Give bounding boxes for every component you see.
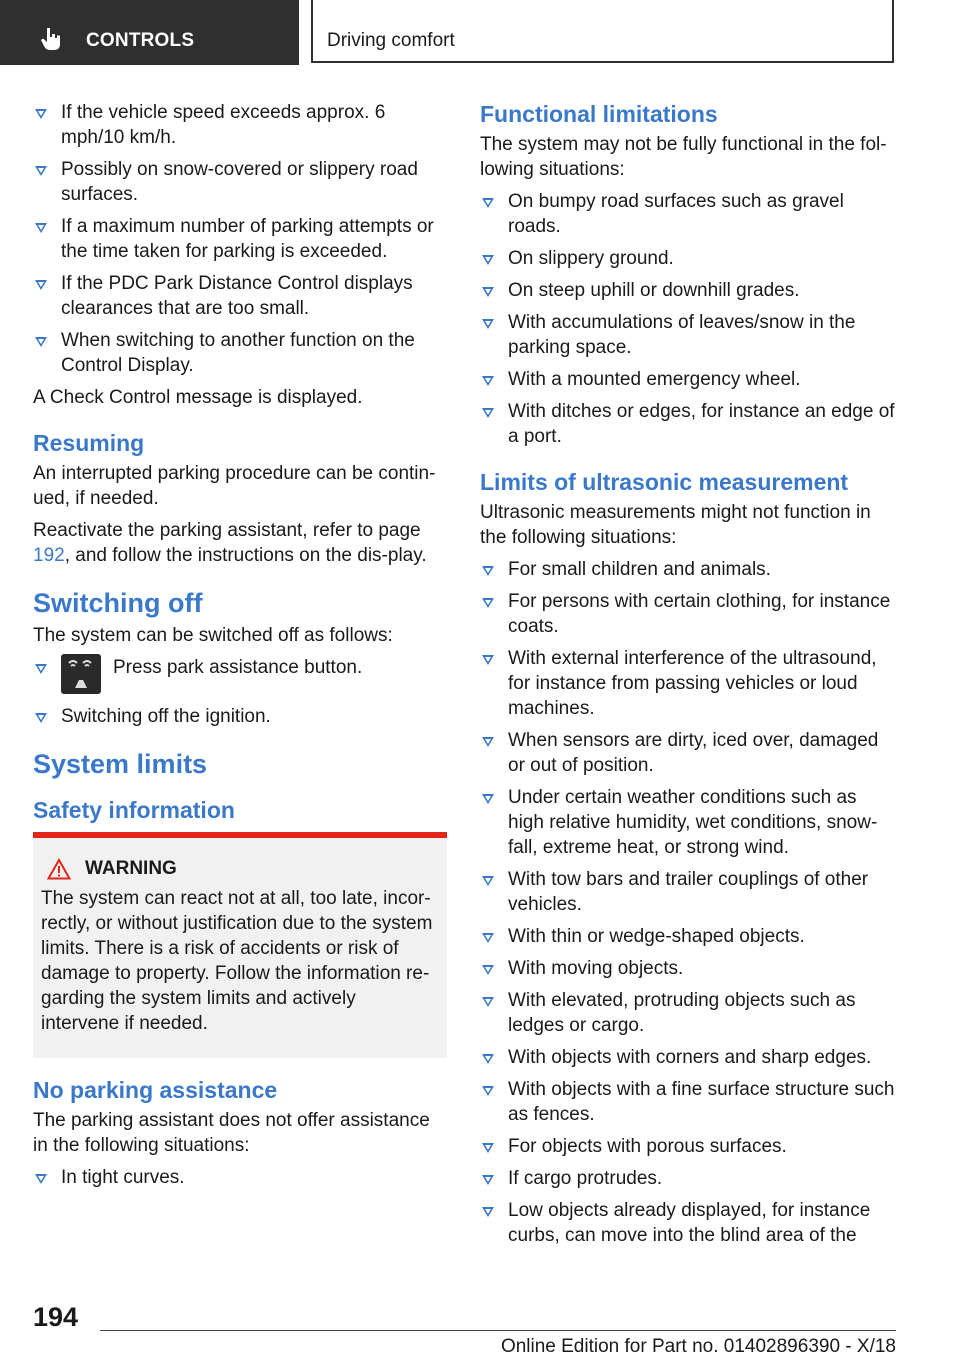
list-item: With thin or wedge-shaped objects. [480,924,896,949]
list-item: With accumulations of leaves/snow in the parking space. [480,310,896,360]
left-column [33,100,447,1197]
functional-list [480,189,896,449]
list-item: With a mounted emergency wheel. [480,367,896,392]
no-parking-heading: No parking assistance [33,1077,278,1103]
list-item: If a maximum number of parking attempts or the time taken for parking is exceeded. [33,214,447,264]
bullet-triangle-icon [482,1086,494,1096]
list-item: For small children and animals. [480,557,896,582]
bullet-triangle-icon [482,965,494,975]
no-parking-list [33,1165,447,1190]
list-item: Switching off the ignition. [33,704,447,729]
list-item: When switching to another function on the Control Display. [33,328,447,378]
list-item: Possibly on snow-covered or slippery road surfaces. [33,157,447,207]
bullet-triangle-icon [35,166,47,176]
cancel-conditions-list [33,100,447,378]
functional-intro: The system may not be fully functional in the fol‐lowing situations: [480,134,887,180]
list-item: If the PDC Park Distance Control displays clearances that are too small. [33,271,447,321]
list-item: Press park assistance button. [33,655,447,694]
bullet-triangle-icon [482,566,494,576]
bullet-triangle-icon [35,713,47,723]
bullet-triangle-icon [482,1175,494,1185]
edition-text: Online Edition for Part no. 01402896390 - X/18 [500,1336,896,1357]
bullet-triangle-icon [482,655,494,665]
bullet-triangle-icon [35,109,47,119]
list-item: In tight curves. [33,1165,447,1190]
bullet-triangle-icon [35,223,47,233]
bullet-triangle-icon [482,1207,494,1217]
bullet-triangle-icon [482,1143,494,1153]
functional-limitations-heading: Functional limitations [480,101,718,127]
warning-box [33,832,447,1058]
bullet-triangle-icon [482,997,494,1007]
bullet-triangle-icon [482,876,494,886]
list-item: With objects with a fine surface structure such as fences. [480,1077,896,1127]
check-control-text: A Check Control message is displayed. [33,387,363,408]
list-item: Low objects already displayed, for instance curbs, can move into the blind area of the [480,1198,896,1248]
chapter-title: Driving comfort [327,30,455,51]
list-item: With external interference of the ultrasound, for instance from passing vehicles or loud machines. [480,646,896,721]
bullet-triangle-icon [482,1054,494,1064]
warning-triangle-icon [47,858,71,880]
list-item: For persons with certain clothing, for instance coats. [480,589,896,639]
hand-pointer-icon [38,26,64,52]
list-item: On bumpy road surfaces such as gravel roads. [480,189,896,239]
list-item: When sensors are dirty, iced over, damaged or out of position. [480,728,896,778]
no-parking-text: The parking assistant does not offer assistance in the following situations: [33,1110,430,1156]
list-item: With objects with corners and sharp edges. [480,1045,896,1070]
ultrasonic-intro: Ultrasonic measurements might not function in the following situations: [480,502,871,548]
bullet-triangle-icon [35,664,47,674]
switching-off-heading: Switching off [33,588,203,618]
switching-off-list [33,655,447,729]
list-item: For objects with porous surfaces. [480,1134,896,1159]
bullet-triangle-icon [482,255,494,265]
park-assistance-button-icon [61,654,101,694]
switching-off-intro: The system can be switched off as follows: [33,625,393,646]
list-item: With ditches or edges, for instance an edge of a port. [480,399,896,449]
section-title: CONTROLS [86,30,195,51]
right-column [480,100,896,1255]
bullet-triangle-icon [35,1174,47,1184]
reactivate-text: Reactivate the parking assistant, refer to page 192, and follow the instructions on the dis‐play. [33,520,427,566]
page-number: 194 [33,1302,79,1332]
list-item: On steep uphill or downhill grades. [480,278,896,303]
footer-divider [100,1330,896,1331]
list-item: On slippery ground. [480,246,896,271]
resuming-heading: Resuming [33,430,145,456]
list-item: With elevated, protruding objects such as ledges or cargo. [480,988,896,1038]
resuming-text: An interrupted parking procedure can be contin‐ued, if needed. [33,463,436,509]
warning-title: WARNING [41,858,439,880]
list-item: If cargo protrudes. [480,1166,896,1191]
warning-text: The system can react not at all, too late, incor‐rectly, or without justification due to the system limits. There is a risk of accidents or risk of damage to property. Follow the information re‐garding the system limits and actively intervene if needed. [41,888,433,1034]
list-item: With tow bars and trailer couplings of other vehicles. [480,867,896,917]
bullet-triangle-icon [482,287,494,297]
bullet-triangle-icon [482,376,494,386]
list-item: If the vehicle speed exceeds approx. 6 mph/10 km/h. [33,100,447,150]
bullet-triangle-icon [35,337,47,347]
bullet-triangle-icon [482,794,494,804]
bullet-triangle-icon [482,933,494,943]
list-item: Under certain weather conditions such as high relative humidity, wet conditions, snow‐fall, extreme heat, or strong wind. [480,785,896,860]
bullet-triangle-icon [482,408,494,418]
section-tab [0,0,299,65]
safety-information-heading: Safety information [33,797,235,823]
bullet-triangle-icon [482,198,494,208]
bullet-triangle-icon [35,280,47,290]
bullet-triangle-icon [482,598,494,608]
page-link[interactable]: 192 [33,545,65,566]
bullet-triangle-icon [482,737,494,747]
bullet-triangle-icon [482,319,494,329]
list-item: With moving objects. [480,956,896,981]
system-limits-heading: System limits [33,749,208,779]
ultrasonic-list [480,557,896,1248]
ultrasonic-heading: Limits of ultrasonic measurement [480,469,849,495]
chapter-tab [311,0,894,63]
